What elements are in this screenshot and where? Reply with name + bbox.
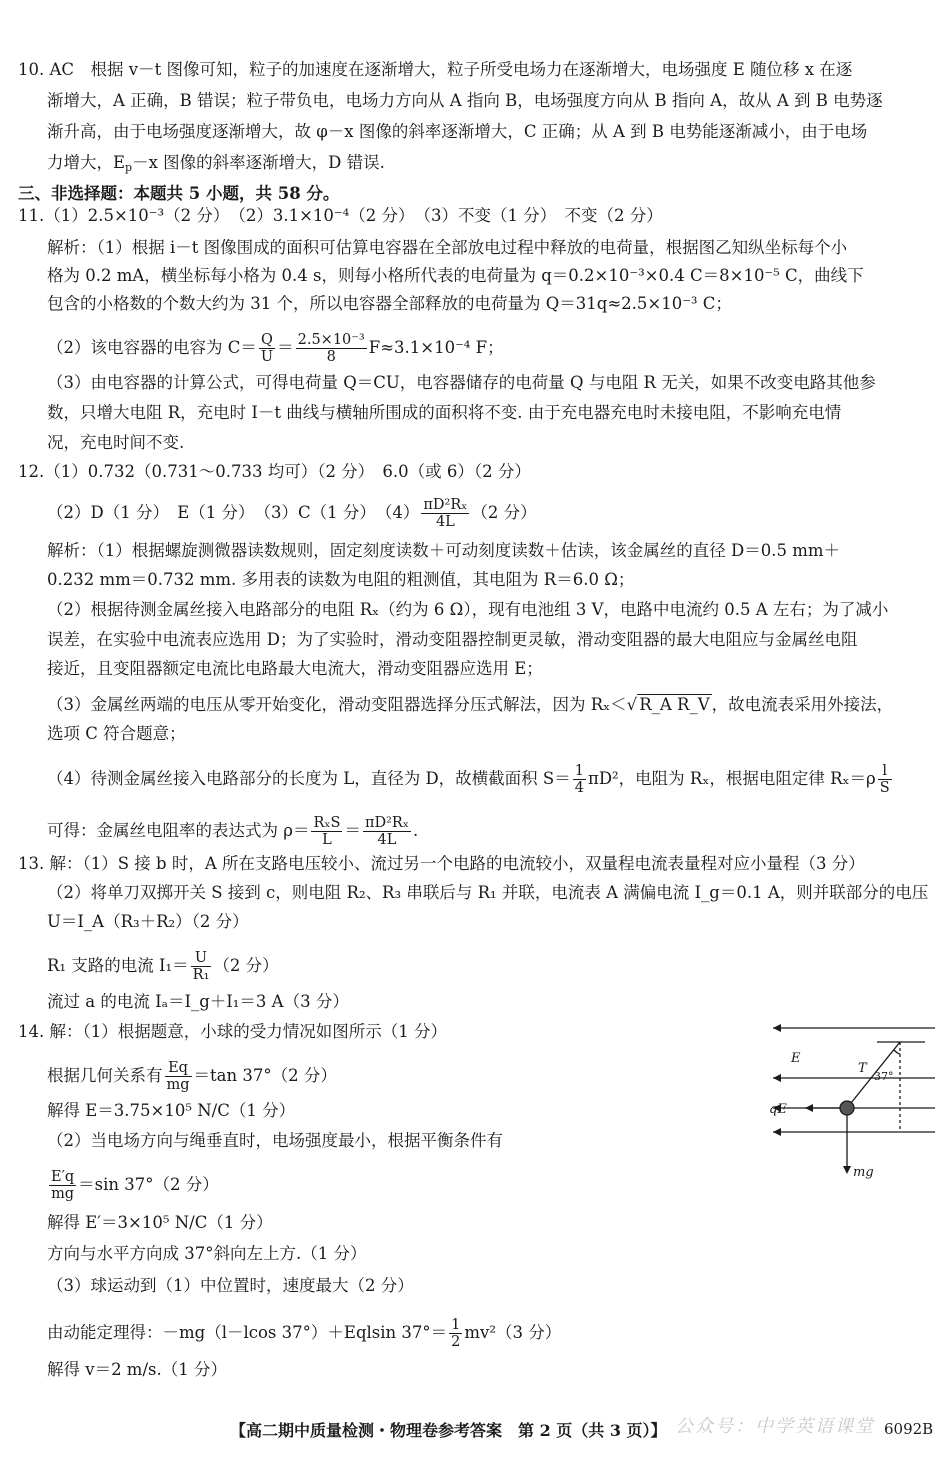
fraction: $\frac{\text{πD²Rₓ}}{4L}$ [364,815,409,848]
fraction: $\frac{Q}{U}$ [260,332,274,365]
q12-answer-1: 12.（1）0.732（0.731～0.733 均可）（2 分） 6.0（或 6）（2 分） [18,462,531,481]
q13-line-5: 流过 a 的电流 Iₐ＝I_g＋I₁＝3 A（3 分） [47,992,349,1011]
q11-explain-5: （3）由电容器的计算公式，可得电荷量 Q＝CU，电容器储存的电荷量 Q 与电阻 R 无关，如果不改变电路其他参 [47,373,876,392]
watermark: 公众号：中学英语课堂 [675,1416,875,1437]
q14-line-7: 方向与水平方向成 37°斜向左上方.（1 分） [47,1244,367,1263]
fraction: $\frac{\text{πD²Rₓ}}{4L}$ [423,497,468,530]
arrow-head [843,1166,851,1174]
q11-explain-1: 解析：（1）根据 i－t 图像围成的面积可估算电容器在全部放电过程中释放的电荷量，根据图乙知纵坐标每个小 [47,238,848,257]
angle-arc [894,1050,900,1054]
q12-explain-4: 误差，在实验中电流表应选用 D；为了实验时，滑动变阻器控制更灵敏，滑动变阻器的最大电阻应与金属丝电阻 [47,630,858,649]
q11-explain-2: 格为 0.2 mA，横坐标每小格为 0.4 s，则每小格所代表的电荷量为 q＝0.2×10⁻³×0.4 C＝8×10⁻⁵ C，曲线下 [47,266,864,285]
q14-line-4: （2）当电场方向与绳垂直时，电场强度最小，根据平衡条件有 [47,1131,503,1150]
q14-line-1: 14. 解：（1）根据题意，小球的受力情况如图所示（1 分） [18,1022,447,1041]
q12-answer-2: （2）D（1 分） E（1 分） （3）C（1 分） （4） $\frac{\text{πD²Rₓ}}{4L}$ （2 分） [47,497,537,530]
arrow-head [773,1128,781,1136]
q13-line-2: （2）将单刀双掷开关 S 接到 c，则电阻 R₂、R₃ 串联后与 R₁ 并联，电流表 A 满偏电流 I_g＝0.1 A，则并联部分的电压 [47,883,929,902]
label-T: T [858,1061,867,1076]
document-code: 6092B [884,1420,934,1438]
q10-line-2: 渐增大，A 正确，B 错误；粒子带负电，电场力方向从 A 指向 B，电场强度方向从 B 指向 A，故从 A 到 B 电势逐 [47,91,883,110]
fraction: $\frac{E'q}{mg}$ [51,1169,75,1202]
fraction: $\frac{\text{2.5×10⁻³}}{8}$ [297,332,365,365]
q11-explain-3: 包含的小格数的个数大约为 31 个，所以电容器全部释放的电荷量为 Q＝31q≈2.5×10⁻³ C； [47,294,732,313]
q12-explain-9: 可得：金属丝电阻率的表达式为 ρ＝ $\frac{\text{RₓS}}{L}$ ＝ $\frac{\text{πD²Rₓ}}{4L}$ . [47,815,419,848]
q12-explain-3: （2）根据待测金属丝接入电路部分的电阻 Rₓ（约为 6 Ω），现有电池组 3 V，电路中电流约 0.5 A 左右；为了减小 [47,600,889,619]
q12-explain-7: 选项 C 符合题意； [47,724,186,743]
q10-line-4: 力增大，$E_p-x$ 图像的斜率逐渐增大，D 错误. [47,153,385,174]
label-qE: qE [769,1102,787,1117]
q10-line-1: 10. AC 根据 v－t 图像可知，粒子的加速度在逐渐增大，粒子所受电场力在逐渐增大，电场强度 E 随位移 x 在逐 [18,60,853,79]
fraction: $\frac{Eq}{mg}$ [166,1060,190,1093]
label-mg: mg [853,1165,874,1180]
fraction: $\frac{U}{\text{R₁}}$ [192,950,210,983]
q14-line-5: $\frac{E'q}{mg}$ ＝sin 37°（2 分） [51,1169,219,1202]
q10-line-3: 渐升高，由于电场强度逐渐增大，故 φ－x 图像的斜率逐渐增大，C 正确；从 A 到 B 电势能逐渐减小，由于电场 [47,122,868,141]
fraction: $\frac{1}{4}$ [574,763,584,796]
q12-explain-1: 解析：（1）根据螺旋测微器读数规则，固定刻度读数＋可动刻度读数＋估读，该金属丝的直径 D＝0.5 mm＋ [47,541,840,560]
q14-line-2: 根据几何关系有 $\frac{Eq}{mg}$ ＝tan 37°（2 分） [47,1060,337,1093]
q11-explain-4: （2）该电容器的电容为 C＝ $\frac{Q}{U}$ ＝ $\frac{\text{2.5×10⁻³}}{8}$ F≈3.1×10⁻⁴ F； [47,332,504,365]
q13-line-1: 13. 解：（1）S 接 b 时，A 所在支路电压较小、流过另一个电路的电流较小，双量程电流表量程对应小量程（3 分） [18,854,865,873]
fraction: $\frac{1}{2}$ [451,1317,461,1350]
section-3-heading: 三、非选择题：本题共 5 小题，共 58 分。 [18,184,340,203]
q13-line-4: R₁ 支路的电流 I₁＝ $\frac{U}{\text{R₁}}$ （2 分） [47,950,279,983]
force-diagram [765,1020,940,1190]
q13-line-3: U＝I_A（R₃＋R₂）（2 分） [47,912,249,931]
page-footer: 【高二期中质量检测・物理卷参考答案 第 2 页（共 3 页）】 [230,1421,667,1440]
arrow-head [773,1074,781,1082]
q12-explain-2: 0.232 mm＝0.732 mm. 多用表的读数为电阻的粗测值，其电阻为 R＝6.0 Ω； [47,570,635,589]
q14-line-6: 解得 E′＝3×10⁵ N/C（1 分） [47,1213,273,1232]
fraction: $\frac{\text{RₓS}}{L}$ [313,815,341,848]
q14-line-8: （3）球运动到（1）中位置时，速度最大（2 分） [47,1276,414,1295]
label-angle: 37° [874,1070,894,1083]
q12-explain-6: （3）金属丝两端的电压从零开始变化，滑动变阻器选择分压式解法，因为 Rₓ＜√ R_A R_V ，故电流表采用外接法， [47,695,894,714]
q14-line-9: 由动能定理得：－mg（l－lcos 37°）＋Eqlsin 37°＝ $\frac{1}{2}$ mv²（3 分） [47,1317,562,1350]
q14-line-10: 解得 v＝2 m/s.（1 分） [47,1360,227,1379]
q11-explain-7: 况，充电时间不变. [47,433,185,452]
q12-explain-8: （4）待测金属丝接入电路部分的长度为 L，直径为 D，故横截面积 S＝ $\frac{1}{4}$ πD²，电阻为 Rₓ，根据电阻定律 Rₓ＝ρ $\frac{l}{S}$ [47,763,890,796]
label-E: E [791,1051,801,1066]
q12-explain-5: 接近，且变阻器额定电流比电路最大电流大，滑动变阻器应选用 E； [47,659,543,678]
q14-line-3: 解得 E＝3.75×10⁵ N/C（1 分） [47,1101,296,1120]
fraction: $\frac{l}{S}$ [879,763,890,796]
q11-answer: 11.（1）2.5×10⁻³（2 分） （2）3.1×10⁻⁴（2 分） （3）不变（1 分） 不变（2 分） [18,206,663,225]
ball [840,1101,854,1115]
arrow-head [805,1104,813,1112]
q11-explain-6: 数，只增大电阻 R，充电时 I－t 曲线与横轴所围成的面积将不变. 由于充电器充电时未接电阻，不影响充电情 [47,403,842,422]
arrow-head [773,1024,781,1032]
